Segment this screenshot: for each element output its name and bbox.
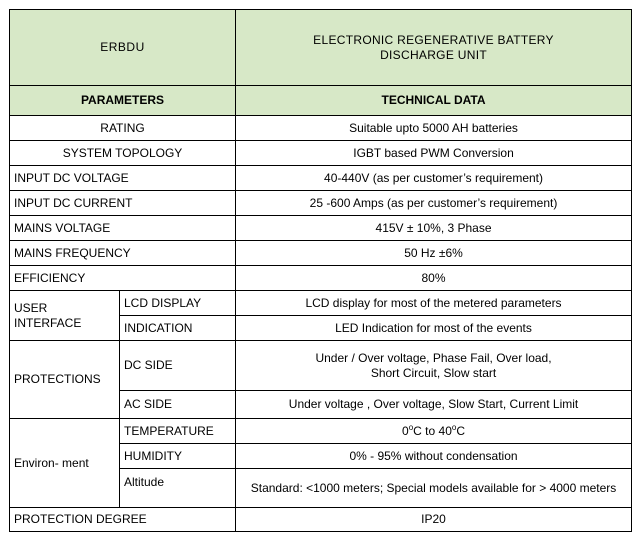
temperature-value-from: 0 xyxy=(402,423,409,438)
ac-side-value: Under voltage , Over voltage, Slow Start, Current Limit xyxy=(236,391,632,419)
input-voltage-value: 40-440V (as per customer’s requirement) xyxy=(236,166,632,191)
user-interface-label: USER INTERFACE xyxy=(10,291,120,341)
table-row-input-voltage xyxy=(10,166,632,191)
parameters-header: PARAMETERS xyxy=(10,86,236,116)
environment-label: Environ- ment xyxy=(10,419,120,508)
temperature-unit-to: C xyxy=(456,423,465,438)
rating-value: Suitable upto 5000 AH batteries xyxy=(236,116,632,141)
input-current-label: INPUT DC CURRENT xyxy=(10,191,236,216)
table-row-mains-voltage xyxy=(10,216,632,241)
product-title xyxy=(236,10,632,86)
topology-value: IGBT based PWM Conversion xyxy=(236,141,632,166)
technical-data-header: TECHNICAL DATA xyxy=(236,86,632,116)
temperature-unit-from: C to 40 xyxy=(413,423,452,438)
header-row xyxy=(10,10,632,86)
degree-symbol: o xyxy=(408,422,414,432)
dc-side-value-line-2: Short Circuit, Slow start xyxy=(370,365,497,380)
table-row-dc-side xyxy=(10,341,632,391)
table-row-lcd-display xyxy=(10,291,632,316)
humidity-label: HUMIDITY xyxy=(120,444,236,469)
indication-label: INDICATION xyxy=(120,316,236,341)
mains-frequency-label: MAINS FREQUENCY xyxy=(10,241,236,266)
rating-label: RATING xyxy=(10,116,236,141)
table-row-temperature xyxy=(10,419,632,444)
temperature-value xyxy=(236,419,632,444)
lcd-display-label: LCD DISPLAY xyxy=(120,291,236,316)
column-header-row xyxy=(10,86,632,116)
product-title-line-1: ELECTRONIC REGENERATIVE BATTERY xyxy=(313,32,554,47)
topology-label: SYSTEM TOPOLOGY xyxy=(10,141,236,166)
mains-frequency-value: 50 Hz ±6% xyxy=(236,241,632,266)
efficiency-value: 80% xyxy=(236,266,632,291)
altitude-value: Standard: <1000 meters; Special models available for > 4000 meters xyxy=(236,469,632,508)
protection-degree-label: PROTECTION DEGREE xyxy=(10,508,236,532)
efficiency-label: EFFICIENCY xyxy=(10,266,236,291)
table-row-input-current xyxy=(10,191,632,216)
mains-voltage-value: 415V ± 10%, 3 Phase xyxy=(236,216,632,241)
degree-symbol: o xyxy=(451,422,457,432)
protection-degree-value: IP20 xyxy=(236,508,632,532)
ac-side-label: AC SIDE xyxy=(120,391,236,419)
table-row-efficiency xyxy=(10,266,632,291)
product-name: ERBDU xyxy=(10,10,236,86)
protections-label: PROTECTIONS xyxy=(10,341,120,419)
input-voltage-label: INPUT DC VOLTAGE xyxy=(10,166,236,191)
humidity-value: 0% - 95% without condensation xyxy=(236,444,632,469)
table-row-rating xyxy=(10,116,632,141)
table-row-topology xyxy=(10,141,632,166)
lcd-display-value: LCD display for most of the metered parameters xyxy=(236,291,632,316)
dc-side-value xyxy=(236,341,632,391)
product-title-line-2: DISCHARGE UNIT xyxy=(380,47,487,62)
table-row-mains-frequency xyxy=(10,241,632,266)
altitude-label: Altitude xyxy=(120,469,236,508)
dc-side-label: DC SIDE xyxy=(120,341,236,391)
input-current-value: 25 -600 Amps (as per customer’s requirement) xyxy=(236,191,632,216)
mains-voltage-label: MAINS VOLTAGE xyxy=(10,216,236,241)
temperature-label: TEMPERATURE xyxy=(120,419,236,444)
dc-side-value-line-1: Under / Over voltage, Phase Fail, Over load, xyxy=(315,350,552,365)
table-row-protection-degree xyxy=(10,508,632,532)
indication-value: LED Indication for most of the events xyxy=(236,316,632,341)
specification-table xyxy=(9,9,632,532)
